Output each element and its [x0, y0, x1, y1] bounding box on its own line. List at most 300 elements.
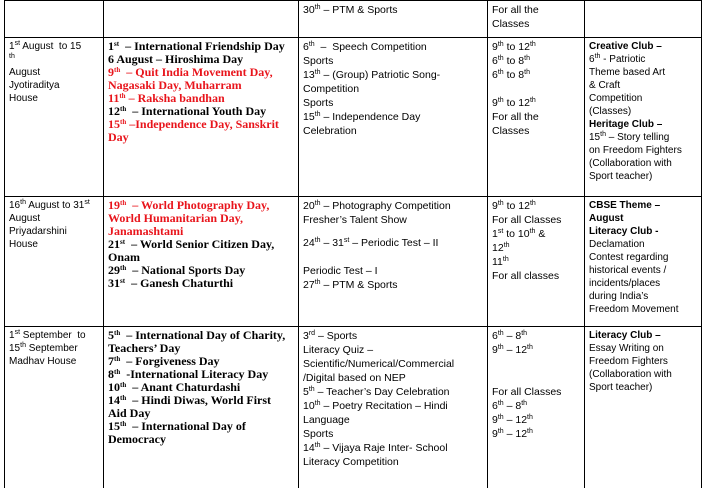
important-days-cell [104, 38, 299, 197]
superscript-text: st [14, 40, 21, 47]
cell-line [303, 413, 483, 427]
cell-line [9, 225, 99, 238]
cell-line [108, 118, 294, 131]
superscript-text: th [497, 200, 504, 207]
superscript-text: th [527, 414, 533, 421]
line-text: 14 [303, 442, 315, 454]
activities-cell [299, 1, 488, 38]
superscript-text: th [524, 69, 530, 76]
line-text: 9 [492, 428, 498, 440]
line-text: historical events / [589, 265, 667, 276]
cell-line [492, 110, 580, 124]
line-text: & Craft [589, 80, 621, 91]
superscript-text: th [524, 55, 530, 62]
line-text: 1 [9, 41, 15, 52]
line-text: 1 [9, 330, 15, 341]
cell-line [492, 40, 580, 54]
cell-line [589, 303, 697, 316]
line-text: during India’s [589, 291, 649, 302]
superscript-text: th [114, 368, 121, 376]
superscript-text: th [314, 200, 321, 207]
line-text: September to [20, 330, 86, 341]
cell-line [589, 251, 697, 264]
line-text: For all Classes [492, 386, 562, 398]
line-text: 9 [492, 97, 498, 109]
line-text: – Ganesh Chaturthi [125, 276, 234, 290]
line-text: -International Literacy Day [120, 367, 269, 381]
line-text: – Speech Competition [314, 41, 427, 53]
cell-line [492, 329, 580, 343]
cell-line [589, 79, 697, 92]
schedule-row [5, 327, 702, 488]
line-text: September [25, 343, 78, 354]
line-text: 6 August – Hiroshima Day [108, 52, 244, 66]
line-text: 10 [303, 400, 315, 412]
line-text: – National Sports Day [126, 263, 246, 277]
line-text: 8 [108, 367, 114, 381]
cell-line [492, 427, 580, 441]
line-text: Literacy Competition [303, 456, 399, 468]
line-text: – Photography Competition [320, 200, 451, 212]
superscript-text: th [314, 111, 321, 118]
superscript-text: th [314, 69, 321, 76]
line-text: 20 [303, 200, 315, 212]
line-text: 6 [492, 400, 498, 412]
line-text: 13 [303, 69, 315, 81]
cell-line [108, 433, 294, 446]
line-text: Sport teacher) [589, 382, 653, 393]
superscript-text: th [20, 342, 26, 349]
important-days-cell [104, 327, 299, 488]
cell-line [589, 290, 697, 303]
line-text: to 12 [503, 41, 530, 53]
line-text: 6 [303, 41, 309, 53]
superscript-text: th [314, 4, 321, 11]
classes-cell [488, 327, 585, 488]
cell-line [589, 264, 697, 277]
line-text: Sports [303, 55, 334, 67]
cell-line [9, 53, 99, 66]
cell-line [589, 170, 697, 183]
superscript-text: th [119, 92, 126, 100]
line-text: August to 31 [25, 200, 85, 211]
line-text: (Collaboration with [589, 369, 672, 380]
line-text: 15 [108, 419, 120, 433]
line-text: 19 [108, 198, 120, 212]
line-text: – International Day of [126, 419, 246, 433]
line-text: – Raksha bandhan [125, 91, 225, 105]
line-text: House [9, 239, 38, 250]
line-text: 11 [492, 256, 503, 268]
line-text: Creative Club – [589, 41, 662, 52]
line-text: Celebration [303, 125, 357, 137]
cell-line [492, 227, 580, 241]
cell-line [589, 66, 697, 79]
line-spacer [492, 371, 580, 385]
line-text: Fresher’s Talent Show [303, 214, 407, 226]
superscript-text: th [120, 394, 127, 402]
line-text: Janamashtami [108, 224, 184, 238]
line-text: 15 [589, 132, 601, 143]
line-text: 9 [492, 200, 498, 212]
house-period-cell [5, 327, 104, 488]
line-text: Sports [303, 428, 334, 440]
superscript-text: th [497, 330, 504, 337]
line-text: Literacy Quiz – [303, 344, 374, 356]
line-text: Classes [492, 18, 530, 30]
line-text: Jyotiraditya [9, 80, 60, 91]
line-text: – Forgiveness Day [120, 354, 220, 368]
line-text: 9 [492, 414, 498, 426]
superscript-text: th [308, 41, 315, 48]
superscript-text: th [314, 237, 321, 244]
line-text: For all Classes [492, 214, 562, 226]
cell-line [303, 399, 483, 413]
superscript-text: th [120, 199, 127, 207]
line-text: 30 [303, 4, 315, 16]
cell-line [589, 40, 697, 53]
cell-line [492, 343, 580, 357]
cell-line [9, 79, 99, 92]
line-text: For all classes [492, 270, 560, 282]
superscript-text: th [20, 199, 26, 206]
line-text: 15 [108, 117, 120, 131]
line-text: August to 15 [20, 41, 82, 52]
cell-line [589, 368, 697, 381]
superscript-text: th [114, 66, 121, 74]
line-text: 21 [108, 237, 120, 251]
cell-line [589, 105, 697, 118]
line-text: – International Friendship Day [119, 39, 285, 53]
line-text: World Humanitarian Day, [108, 211, 244, 225]
line-text: Competition [303, 83, 360, 95]
superscript-text: th [497, 428, 504, 435]
line-text: 12 [108, 104, 120, 118]
line-text: – World Senior Citizen Day, [125, 237, 275, 251]
line-text: 27 [303, 279, 315, 291]
line-text: Theme based Art [589, 67, 666, 78]
cell-line [589, 53, 697, 66]
line-text: August [589, 213, 624, 224]
cell-line [303, 264, 483, 278]
line-text: – Teacher’s Day Celebration [314, 386, 450, 398]
line-text: 6 [492, 69, 498, 81]
line-spacer [303, 250, 483, 264]
superscript-text: st [343, 237, 350, 244]
cell-line [303, 455, 483, 469]
superscript-text: th [497, 414, 504, 421]
line-text: & [535, 228, 546, 240]
line-text: Democracy [108, 432, 166, 446]
cell-line [303, 54, 483, 68]
line-text: to 8 [503, 69, 525, 81]
line-text: 10 [108, 380, 120, 394]
cell-line [492, 213, 580, 227]
superscript-text: st [497, 228, 504, 235]
important-days-cell [104, 1, 299, 38]
line-text: 12 [492, 242, 504, 254]
cell-line [303, 236, 483, 250]
superscript-text: th [114, 355, 121, 363]
cell-line [303, 329, 483, 343]
superscript-text: th [503, 242, 510, 249]
superscript-text: th [314, 400, 321, 407]
line-text: Onam [108, 250, 141, 264]
cell-line [492, 17, 580, 31]
classes-cell [488, 38, 585, 197]
cell-line [303, 124, 483, 138]
classes-cell [488, 197, 585, 327]
cell-line [303, 385, 483, 399]
cell-line [9, 199, 99, 212]
line-text: Essay Writing on [589, 343, 664, 354]
line-text: to 8 [503, 55, 525, 67]
line-text: – Independence Day [320, 111, 421, 123]
line-text: Day [108, 130, 129, 144]
superscript-text: st [114, 40, 120, 48]
line-text: 5 [303, 386, 309, 398]
cell-line [9, 329, 99, 342]
superscript-text: th [497, 69, 504, 76]
club-activities-cell [585, 38, 702, 197]
activities-cell [299, 197, 488, 327]
cell-line [303, 213, 483, 227]
cell-line [9, 355, 99, 368]
line-text: Language [303, 414, 350, 426]
cell-line [589, 342, 697, 355]
superscript-text: th [120, 105, 127, 113]
line-text: – World Photography Day, [126, 198, 270, 212]
superscript-text: th [314, 279, 321, 286]
cell-line [108, 277, 294, 290]
superscript-text: th [502, 256, 509, 263]
superscript-text: th [594, 53, 601, 60]
house-period-cell [5, 1, 104, 38]
line-text: on Freedom Fighters [589, 145, 682, 156]
house-period-cell [5, 38, 104, 197]
line-text: For all the [492, 4, 539, 16]
line-text: 11 [108, 91, 120, 105]
line-text: 14 [108, 393, 120, 407]
cell-line [492, 255, 580, 269]
line-text: Sport teacher) [589, 171, 653, 182]
line-text: /Digital based on NEP [303, 372, 406, 384]
superscript-text: th [497, 41, 504, 48]
line-text: House [9, 93, 38, 104]
cell-line [492, 124, 580, 138]
line-text: Heritage Club – [589, 119, 663, 130]
superscript-text: th [308, 386, 315, 393]
line-text: – Story telling [605, 132, 670, 143]
line-text: to 12 [503, 97, 530, 109]
schedule-row [5, 1, 702, 38]
cell-line [589, 157, 697, 170]
line-text: 6 [492, 330, 498, 342]
cell-line [589, 92, 697, 105]
line-text: Sports [303, 97, 334, 109]
club-activities-cell [585, 197, 702, 327]
line-text: 24 [303, 237, 315, 249]
cell-line [9, 92, 99, 105]
cell-line [492, 3, 580, 17]
club-activities-cell [585, 1, 702, 38]
cell-line [9, 40, 99, 53]
superscript-text: th [9, 53, 15, 60]
schedule-table [4, 0, 702, 488]
cell-line [303, 278, 483, 292]
cell-line [589, 131, 697, 144]
schedule-row [5, 38, 702, 197]
line-text: – International Youth Day [126, 104, 267, 118]
line-spacer [303, 227, 483, 236]
line-text: 15 [303, 111, 315, 123]
line-spacer [492, 82, 580, 96]
line-text: CBSE Theme – [589, 200, 661, 211]
line-text: – 8 [503, 400, 522, 412]
cell-line [303, 82, 483, 96]
line-text: Teachers’ Day [108, 341, 181, 355]
cell-line [303, 96, 483, 110]
line-text: to 12 [503, 200, 530, 212]
line-text: Competition [589, 93, 643, 104]
line-spacer [492, 357, 580, 371]
superscript-text: st [120, 238, 126, 246]
line-text: 6 [589, 54, 595, 65]
classes-cell [488, 1, 585, 38]
superscript-text: th [314, 442, 321, 449]
line-text: – Poetry Recitation – Hindi [320, 400, 448, 412]
line-text: (Collaboration with [589, 158, 672, 169]
cell-line [9, 342, 99, 355]
superscript-text: th [529, 228, 536, 235]
line-text: Declamation [589, 239, 645, 250]
superscript-text: th [529, 200, 536, 207]
superscript-text: th [120, 381, 127, 389]
superscript-text: th [120, 118, 127, 126]
line-text: Priyadarshini [9, 226, 67, 237]
cell-line [492, 241, 580, 255]
schedule-row [5, 197, 702, 327]
line-text: (Classes) [589, 106, 632, 117]
line-text: - Patriotic [600, 54, 646, 65]
line-text: Madhav House [9, 356, 77, 367]
line-text: incidents/places [589, 278, 661, 289]
line-text: 3 [303, 330, 309, 342]
cell-line [589, 225, 697, 238]
cell-line [303, 441, 483, 455]
superscript-text: th [114, 329, 121, 337]
line-text: Periodic Test – I [303, 265, 378, 277]
superscript-text: th [497, 400, 504, 407]
activities-cell [299, 38, 488, 197]
cell-line [492, 199, 580, 213]
superscript-text: th [527, 344, 533, 351]
cell-line [492, 399, 580, 413]
superscript-text: th [521, 400, 528, 407]
cell-line [589, 277, 697, 290]
line-text: Freedom Movement [589, 304, 679, 315]
important-days-cell [104, 197, 299, 327]
line-text: 1 [492, 228, 498, 240]
cell-line [492, 413, 580, 427]
line-text: – Quit India Movement Day, [120, 65, 273, 79]
line-text: 7 [108, 354, 114, 368]
superscript-text: th [497, 55, 504, 62]
superscript-text: th [600, 131, 606, 138]
line-text: 9 [492, 344, 498, 356]
line-text: August [9, 67, 41, 78]
line-text: Classes [492, 125, 530, 137]
line-text: – Hindi Diwas, World First [126, 393, 272, 407]
cell-line [303, 110, 483, 124]
line-text: Literacy Club – [589, 330, 661, 341]
line-text: – Periodic Test – II [349, 237, 439, 249]
cell-line [9, 238, 99, 251]
cell-line [492, 68, 580, 82]
line-text: Scientific/Numerical/Commercial [303, 358, 455, 370]
line-text: August [9, 213, 41, 224]
line-text: – Sports [315, 330, 358, 342]
superscript-text: th [527, 428, 533, 435]
superscript-text: rd [308, 330, 316, 337]
cell-line [303, 371, 483, 385]
line-text: Nagasaki Day, Muharram [108, 78, 242, 92]
cell-line [589, 144, 697, 157]
line-text: 1 [108, 39, 114, 53]
cell-line [9, 66, 99, 79]
line-text: 5 [108, 328, 114, 342]
line-text: – PTM & Sports [320, 279, 398, 291]
line-text: to 10 [503, 228, 530, 240]
cell-line [492, 269, 580, 283]
superscript-text: st [14, 329, 21, 336]
line-text: –Independence Day, Sanskrit [126, 117, 279, 131]
line-text: Freedom Fighters [589, 356, 668, 367]
line-text: – 12 [503, 344, 528, 356]
superscript-text: st [120, 277, 126, 285]
superscript-text: th [521, 330, 528, 337]
cell-line [108, 131, 294, 144]
cell-line [589, 329, 697, 342]
superscript-text: th [497, 344, 504, 351]
cell-line [492, 54, 580, 68]
line-text: Contest regarding [589, 252, 669, 263]
cell-line [303, 3, 483, 17]
cell-line [589, 381, 697, 394]
line-text: – 12 [503, 428, 528, 440]
line-text: 16 [9, 200, 21, 211]
line-text: 9 [492, 41, 498, 53]
superscript-text: th [529, 97, 536, 104]
line-text: – 31 [320, 237, 344, 249]
line-text: – 8 [503, 330, 522, 342]
cell-line [492, 96, 580, 110]
line-text: For all the [492, 111, 539, 123]
line-text: – Vijaya Raje Inter- School [320, 442, 448, 454]
cell-line [303, 40, 483, 54]
club-activities-cell [585, 327, 702, 488]
line-text: 31 [108, 276, 120, 290]
superscript-text: st [84, 199, 90, 206]
cell-line [303, 199, 483, 213]
line-text: 29 [108, 263, 120, 277]
cell-line [589, 118, 697, 131]
cell-line [303, 343, 483, 357]
activities-cell [299, 327, 488, 488]
line-text: – (Group) Patriotic Song- [320, 69, 441, 81]
cell-line [589, 238, 697, 251]
cell-line [589, 212, 697, 225]
